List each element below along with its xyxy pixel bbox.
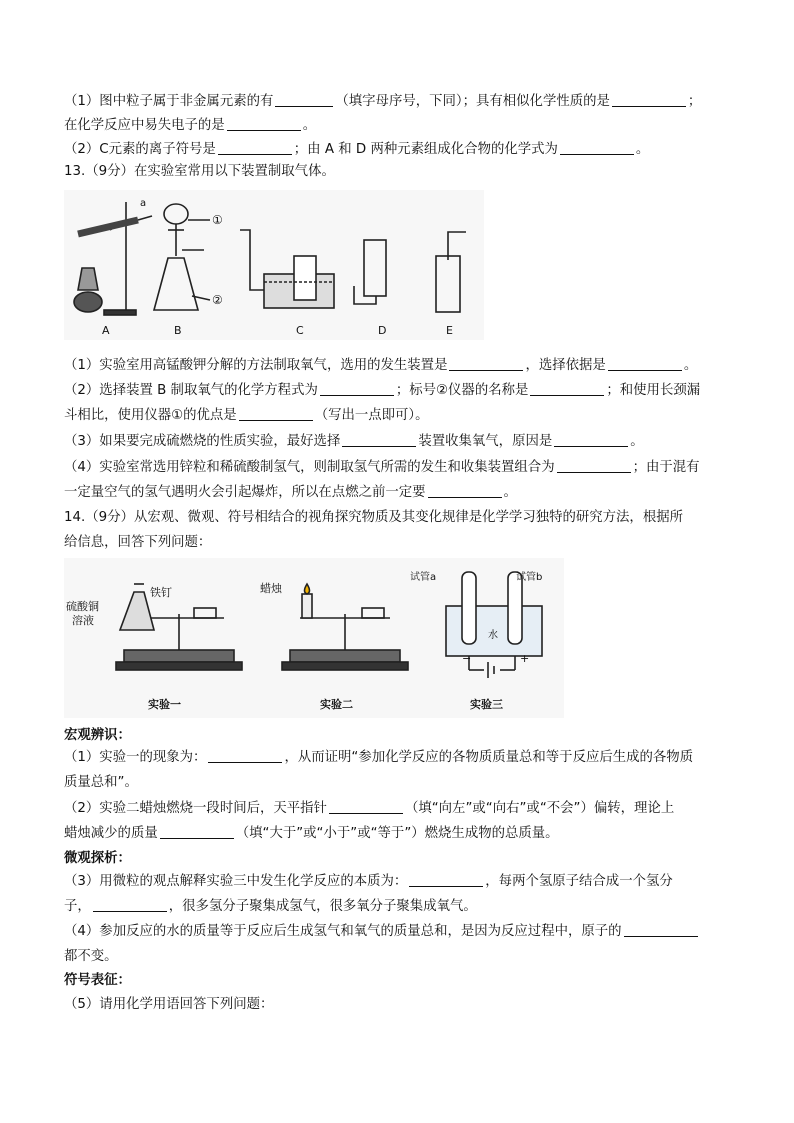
label-negative: −: [462, 652, 472, 665]
micro-heading: 微观探析：: [64, 851, 131, 866]
answer-blank[interactable]: [227, 116, 301, 131]
label-water: 水: [488, 630, 498, 641]
q14-m5: （5）请用化学用语回答下列问题：: [64, 997, 274, 1012]
label-tube-a: 试管a: [410, 572, 437, 583]
q13-text: （写出一点即可）。: [314, 408, 429, 423]
q13-p2-cont: [64, 406, 744, 426]
answer-blank[interactable]: [449, 356, 523, 371]
label-B: B: [174, 324, 182, 337]
q14-text: （填“大于”或“小于”或“等于”）燃烧生成物的总质量。: [235, 826, 559, 841]
answer-blank[interactable]: [218, 140, 292, 155]
q14-text: （填“向左”或“向右”或“不会”）偏转，理论上: [404, 801, 675, 816]
label-solution: 溶液: [72, 614, 94, 627]
q14-text: ，很多氢分子聚集成氢气，很多氧分子聚集成氧气。: [168, 899, 477, 914]
label-D: D: [378, 324, 387, 337]
q12-line-3: [64, 140, 744, 160]
answer-blank[interactable]: [409, 872, 483, 887]
q13-text: （1）实验室用高锰酸钾分解的方法制取氧气，选用的发生装置是: [64, 358, 448, 373]
answer-blank[interactable]: [608, 356, 682, 371]
q14-text: （4）参加反应的水的质量等于反应后生成氢气和氧气的质量总和，是因为反应过程中，原子的: [64, 924, 622, 939]
q13-apparatus-figure: [64, 190, 484, 340]
q13-text: ；标号②仪器的名称是: [395, 383, 529, 398]
label-copper-sulfate: 硫酸铜: [66, 600, 99, 613]
label-C: C: [296, 324, 304, 337]
q14-text: ，从而证明“参加化学反应的各物质质量总和等于反应后生成的各物质: [284, 750, 694, 765]
answer-blank[interactable]: [428, 483, 502, 498]
q14-experiments-figure: [64, 558, 564, 718]
q14-m2: [64, 799, 744, 819]
q14-text: （2）实验二蜡烛燃烧一段时间后，天平指针: [64, 801, 327, 816]
q14-m3-cont: [64, 897, 744, 917]
answer-blank[interactable]: [530, 381, 604, 396]
q13-p4: [64, 458, 744, 478]
macro-heading: 宏观辨识：: [64, 728, 131, 743]
label-1: ①: [212, 213, 223, 227]
label-2: ②: [212, 293, 223, 307]
q14-text: 蜡烛减少的质量: [64, 826, 158, 841]
q13-text: 一定量空气的氢气遇明火会引起爆炸，所以在点燃之前一定要: [64, 485, 426, 500]
q12-line-2: [64, 116, 744, 136]
q13-text: 斗相比，使用仪器①的优点是: [64, 408, 237, 423]
q13-p4-cont: [64, 483, 744, 503]
q14-text: （3）用微粒的观点解释实验三中发生化学反应的本质为：: [64, 874, 408, 889]
answer-blank[interactable]: [342, 432, 416, 447]
q12-text: （1）图中粒子属于非金属元素的有: [64, 94, 274, 109]
caption-experiment-1: 实验一: [148, 698, 181, 711]
q14-title: 14.（9分）从宏观、微观、符号相结合的视角探究物质及其变化规律是化学学习独特的研究方法，根据所: [64, 510, 683, 525]
q14-text: 子，: [64, 899, 91, 914]
q12-text: 在化学反应中易失电子的是: [64, 118, 225, 133]
answer-blank[interactable]: [320, 381, 394, 396]
q14-m3: [64, 872, 744, 892]
answer-blank[interactable]: [560, 140, 634, 155]
answer-blank[interactable]: [275, 92, 333, 107]
q12-text: （填字母序号，下同）；具有相似化学性质的是: [335, 94, 610, 109]
label-iron-nail: 铁钉: [150, 586, 172, 599]
q13-text: （4）实验室常选用锌粒和稀硫酸制氢气，则制取氢气所需的发生和收集装置组合为: [64, 460, 555, 475]
answer-blank[interactable]: [612, 92, 686, 107]
q12-text: （2）C元素的离子符号是: [64, 142, 216, 157]
q12-line-1: [64, 92, 744, 112]
answer-blank[interactable]: [624, 922, 698, 937]
q13-p2: [64, 381, 744, 401]
q13-text: （2）选择装置 B 制取氧气的化学方程式为: [64, 383, 318, 398]
label-a: a: [140, 198, 147, 209]
q13-text: ；由于混有: [632, 460, 700, 475]
q12-text: ；由 A 和 D 两种元素组成化合物的化学式为: [293, 142, 558, 157]
q13-text: ；和使用长颈漏: [606, 383, 701, 398]
answer-blank[interactable]: [160, 824, 234, 839]
label-A: A: [102, 324, 110, 337]
caption-experiment-2: 实验二: [320, 698, 353, 711]
label-E: E: [446, 324, 453, 337]
q13-p1: [64, 356, 744, 376]
label-tube-b: 试管b: [516, 572, 543, 583]
q13-title: 13.（9分）在实验室常用以下装置制取气体。: [64, 164, 335, 179]
q14-text: ，每两个氢原子结合成一个氢分: [485, 874, 673, 889]
answer-blank[interactable]: [329, 799, 403, 814]
q13-text: 装置收集氧气，原因是: [418, 434, 553, 449]
q13-p3: [64, 432, 744, 452]
label-positive: +: [520, 652, 530, 665]
answer-blank[interactable]: [93, 897, 167, 912]
label-candle: 蜡烛: [260, 582, 282, 595]
q14-m4: [64, 922, 744, 942]
q14-title-cont: 给信息，回答下列问题：: [64, 535, 212, 550]
q12-text: ；: [687, 94, 702, 109]
symbol-heading: 符号表征：: [64, 973, 131, 988]
q13-text: 。: [503, 485, 517, 500]
q14-m2-cont: [64, 824, 744, 844]
q12-text: 。: [635, 142, 650, 157]
q13-text: 。: [630, 434, 644, 449]
q13-text: 。: [683, 358, 698, 373]
q14-text: （1）实验一的现象为：: [64, 750, 207, 765]
q13-text: ，选择依据是: [525, 358, 606, 373]
answer-blank[interactable]: [557, 458, 631, 473]
q13-text: （3）如果要完成硫燃烧的性质实验，最好选择: [64, 434, 341, 449]
q12-text: 。: [302, 118, 317, 133]
q14-m1: [64, 748, 744, 768]
q14-m1-cont: 质量总和”。: [64, 775, 138, 790]
q14-m4-cont: 都不变。: [64, 949, 118, 964]
answer-blank[interactable]: [554, 432, 628, 447]
answer-blank[interactable]: [208, 748, 282, 763]
answer-blank[interactable]: [239, 406, 313, 421]
caption-experiment-3: 实验三: [470, 698, 503, 711]
